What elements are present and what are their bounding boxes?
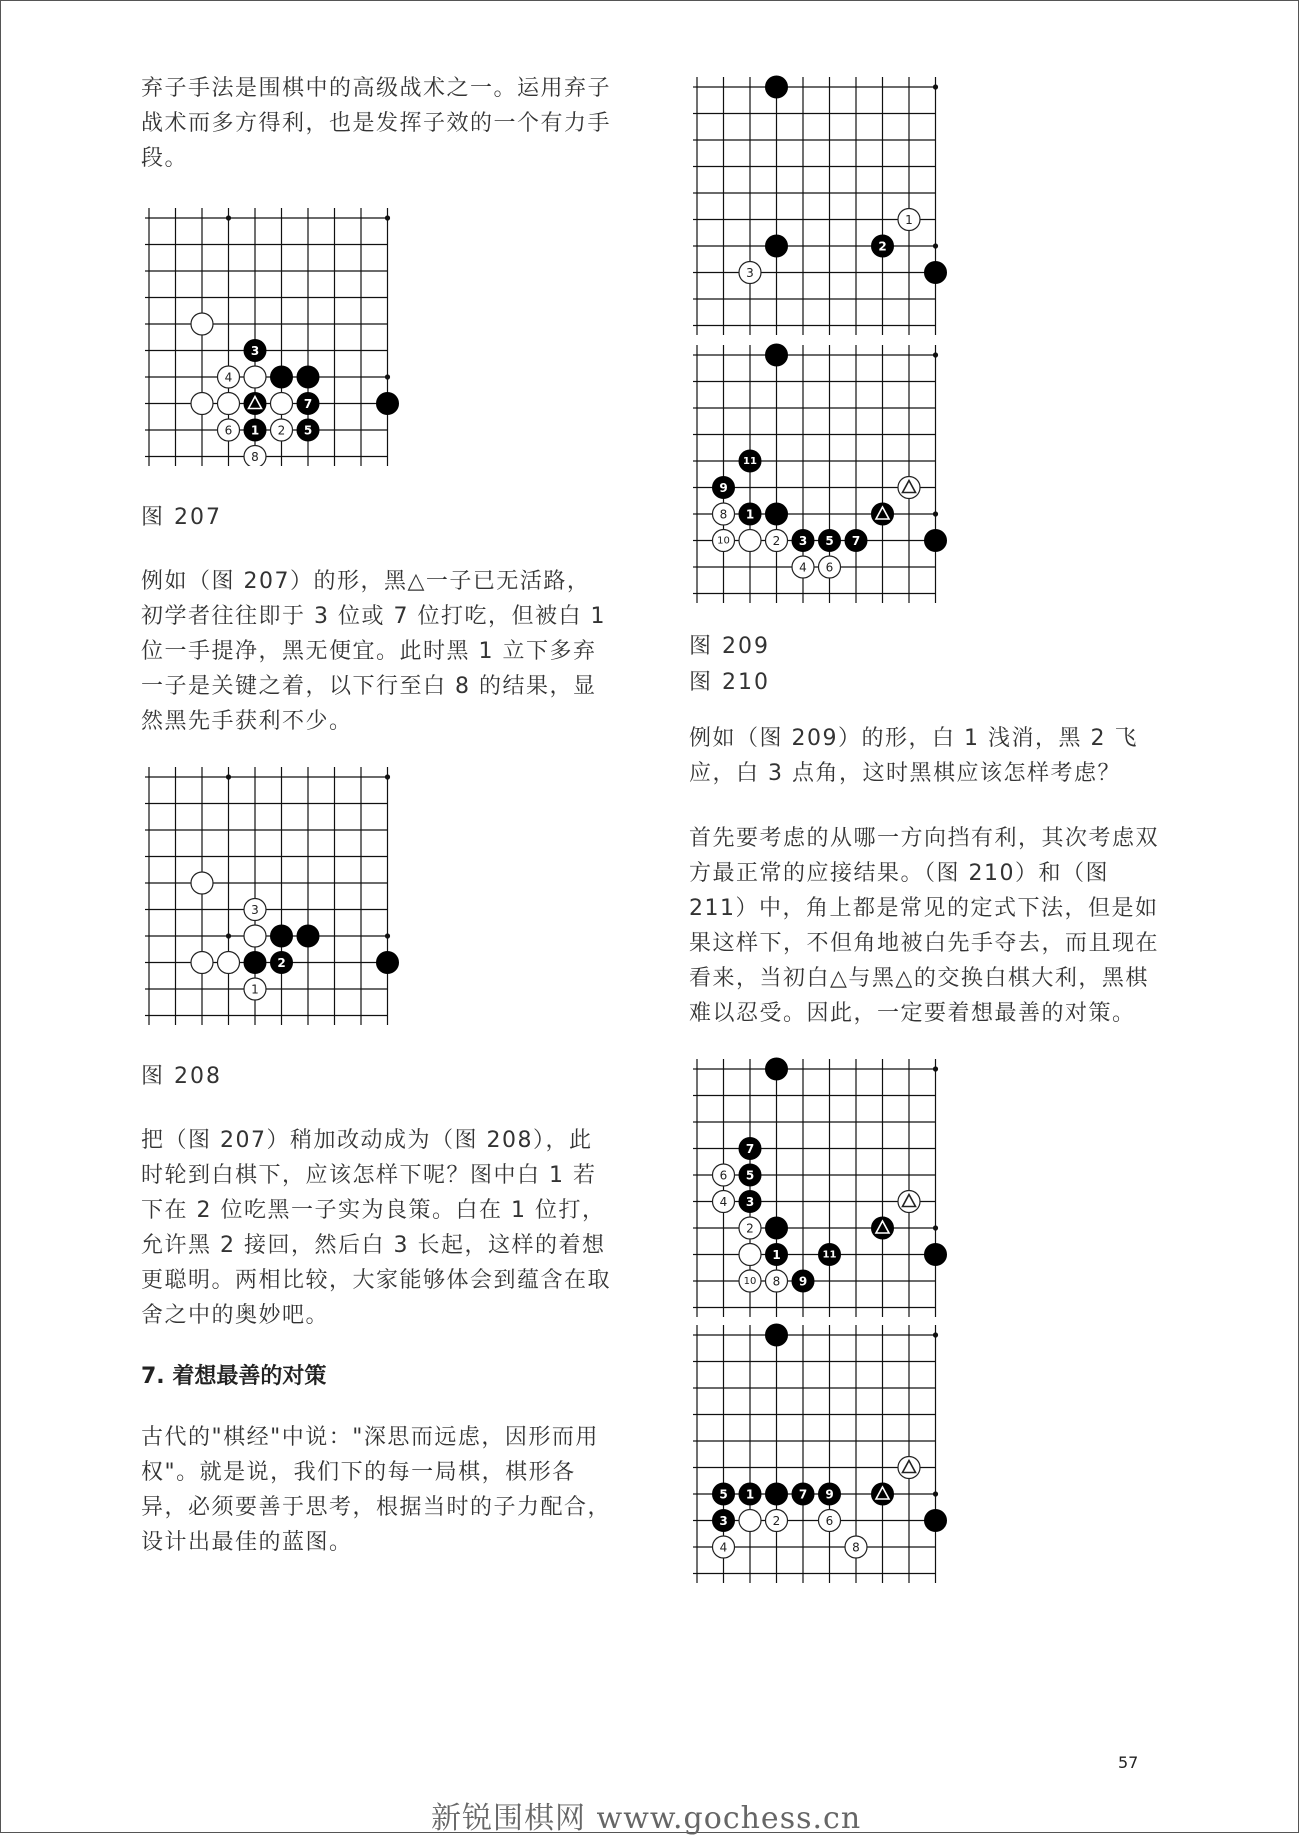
move-number: 9 bbox=[798, 1274, 808, 1289]
move-number: 6 bbox=[719, 1168, 728, 1183]
section-title: 7. 着想最善的对策 bbox=[141, 1364, 327, 1389]
white-stone bbox=[244, 366, 266, 388]
black-stone bbox=[271, 925, 293, 947]
black-stone bbox=[925, 530, 947, 552]
star-point bbox=[385, 933, 390, 938]
move-number: 8 bbox=[719, 507, 728, 522]
black-stone bbox=[377, 952, 399, 974]
figure-207-caption: 图 207 bbox=[141, 505, 222, 530]
move-number: 9 bbox=[825, 1487, 834, 1502]
figure-210-caption: 图 210 bbox=[689, 670, 770, 695]
move-number: 11 bbox=[743, 456, 757, 467]
page-number: 57 bbox=[1118, 1753, 1139, 1772]
move-number: 11 bbox=[822, 1249, 837, 1261]
star-point bbox=[933, 1332, 938, 1337]
figure-209-explanation: 例如（图 209）的形，白 1 浅消，黑 2 飞应，白 3 点角，这时黑棋应该怎样考虑？ bbox=[689, 726, 1138, 786]
section-intro-paragraph: 古代的"棋经"中说："深思而远虑，因形而用权"。就是说，我们下的每一局棋，棋形各异，必须要善于思考，根据当时的子力配合，设计出最佳的蓝图。 bbox=[141, 1425, 612, 1555]
white-stone bbox=[191, 872, 213, 894]
move-number: 10 bbox=[717, 535, 730, 547]
move-number: 3 bbox=[746, 266, 754, 280]
move-number: 1 bbox=[251, 982, 259, 997]
move-number: 6 bbox=[224, 423, 233, 438]
move-number: 5 bbox=[719, 1487, 728, 1502]
white-stone bbox=[218, 952, 240, 974]
go-diagram-208 bbox=[141, 763, 411, 1025]
move-number: 1 bbox=[250, 423, 260, 438]
go-diagram-211 bbox=[689, 1055, 959, 1317]
move-number: 3 bbox=[251, 903, 259, 917]
move-number: 2 bbox=[746, 1221, 754, 1236]
black-stone bbox=[766, 344, 788, 366]
best-response-paragraph: 首先要考虑的从哪一方向挡有利，其次考虑双方最正常的应接结果。（图 210）和（图 211）中，角上都是常见的定式下法，但是如果这样下，不但角地被白先手夺去，而且现在看来，当初白△与黑△的交换白棋大利，黑棋难以忍受。因此，一定要着想最善的对策。 bbox=[689, 826, 1160, 1026]
black-stone bbox=[297, 366, 319, 388]
star-point bbox=[933, 1225, 938, 1230]
star-point bbox=[385, 374, 390, 379]
star-point bbox=[226, 933, 231, 938]
black-stone bbox=[766, 1483, 788, 1505]
figure-207-explanation: 例如（图 207）的形，黑△一子已无活路，初学者往往即于 3 位或 7 位打吃，但被白 1 位一手提净，黑无便宜。此时黑 1 立下多弃一子是关键之着，以下行至白 8 的结果，显然黑先手获利不少。 bbox=[141, 569, 606, 734]
white-stone bbox=[739, 530, 761, 552]
figure-208-caption: 图 208 bbox=[141, 1064, 222, 1089]
star-point bbox=[385, 215, 390, 220]
move-number: 7 bbox=[798, 1487, 808, 1502]
move-number: 2 bbox=[277, 956, 286, 970]
star-point bbox=[933, 1066, 938, 1071]
star-point bbox=[933, 84, 938, 89]
move-number: 3 bbox=[798, 534, 808, 548]
white-stone bbox=[191, 952, 213, 974]
go-diagram-209 bbox=[689, 73, 959, 335]
move-number: 3 bbox=[745, 1195, 755, 1209]
move-number: 1 bbox=[905, 213, 913, 227]
move-number: 8 bbox=[251, 450, 259, 464]
white-stone bbox=[191, 393, 213, 415]
move-number: 1 bbox=[745, 507, 755, 522]
move-number: 5 bbox=[745, 1168, 755, 1183]
black-stone bbox=[766, 76, 788, 98]
move-number: 6 bbox=[825, 1514, 834, 1528]
white-stone bbox=[739, 1244, 761, 1266]
move-number: 8 bbox=[852, 1540, 860, 1555]
move-number: 8 bbox=[772, 1274, 781, 1289]
move-number: 7 bbox=[851, 534, 861, 548]
star-point bbox=[933, 243, 938, 248]
black-stone bbox=[925, 262, 947, 284]
black-stone bbox=[271, 366, 293, 388]
star-point bbox=[933, 1491, 938, 1496]
black-stone bbox=[925, 1244, 947, 1266]
move-number: 2 bbox=[277, 423, 286, 438]
white-stone bbox=[244, 925, 266, 947]
go-diagram-210 bbox=[689, 341, 959, 603]
white-stone bbox=[739, 1510, 761, 1532]
figure-209-caption: 图 209 bbox=[689, 634, 770, 659]
move-number: 9 bbox=[719, 481, 728, 495]
black-stone bbox=[377, 393, 399, 415]
star-point bbox=[226, 215, 231, 220]
right-column bbox=[689, 71, 1159, 1583]
star-point bbox=[933, 352, 938, 357]
star-point bbox=[226, 774, 231, 779]
black-stone bbox=[244, 952, 266, 974]
star-point bbox=[385, 774, 390, 779]
black-stone bbox=[925, 1510, 947, 1532]
move-number: 7 bbox=[745, 1142, 755, 1156]
black-stone bbox=[766, 503, 788, 525]
move-number: 1 bbox=[772, 1248, 781, 1262]
move-number: 2 bbox=[772, 534, 781, 548]
move-number: 5 bbox=[825, 534, 834, 548]
black-stone bbox=[297, 925, 319, 947]
star-point bbox=[933, 511, 938, 516]
white-stone bbox=[271, 393, 293, 415]
move-number: 4 bbox=[224, 370, 233, 385]
move-number: 3 bbox=[250, 344, 260, 358]
move-number: 1 bbox=[745, 1487, 755, 1502]
intro-paragraph: 弃子手法是围棋中的高级战术之一。运用弃子战术而多方得利，也是发挥子效的一个有力手段。 bbox=[141, 76, 612, 171]
move-number: 5 bbox=[303, 423, 313, 438]
black-stone bbox=[766, 1217, 788, 1239]
black-stone bbox=[766, 1324, 788, 1346]
move-number: 4 bbox=[719, 1195, 728, 1209]
black-stone bbox=[766, 235, 788, 257]
black-stone bbox=[766, 1058, 788, 1080]
move-number: 4 bbox=[799, 560, 807, 575]
move-number: 3 bbox=[719, 1514, 728, 1528]
move-number: 7 bbox=[303, 397, 313, 411]
move-number: 10 bbox=[743, 1276, 757, 1287]
move-number: 2 bbox=[878, 239, 887, 254]
white-stone bbox=[218, 393, 240, 415]
move-number: 6 bbox=[825, 560, 834, 575]
move-number: 2 bbox=[772, 1514, 781, 1528]
figure-208-explanation: 把（图 207）稍加改动成为（图 208），此时轮到白棋下，应该怎样下呢？图中白 1 若下在 2 位吃黑一子实为良策。白在 1 位打，允许黑 2 接回，然后白 3 长起，这样的着想更聪明。两相比较，大家能够体会到蕴含在取舍之中的奥妙吧。 bbox=[141, 1128, 612, 1328]
go-diagram-207 bbox=[141, 204, 411, 466]
move-number: 4 bbox=[719, 1540, 728, 1555]
footer-watermark: 新锐围棋网 www.gochess.cn bbox=[431, 1801, 862, 1836]
go-diagram-212 bbox=[689, 1321, 959, 1583]
white-stone bbox=[191, 313, 213, 335]
left-column bbox=[141, 71, 611, 1560]
